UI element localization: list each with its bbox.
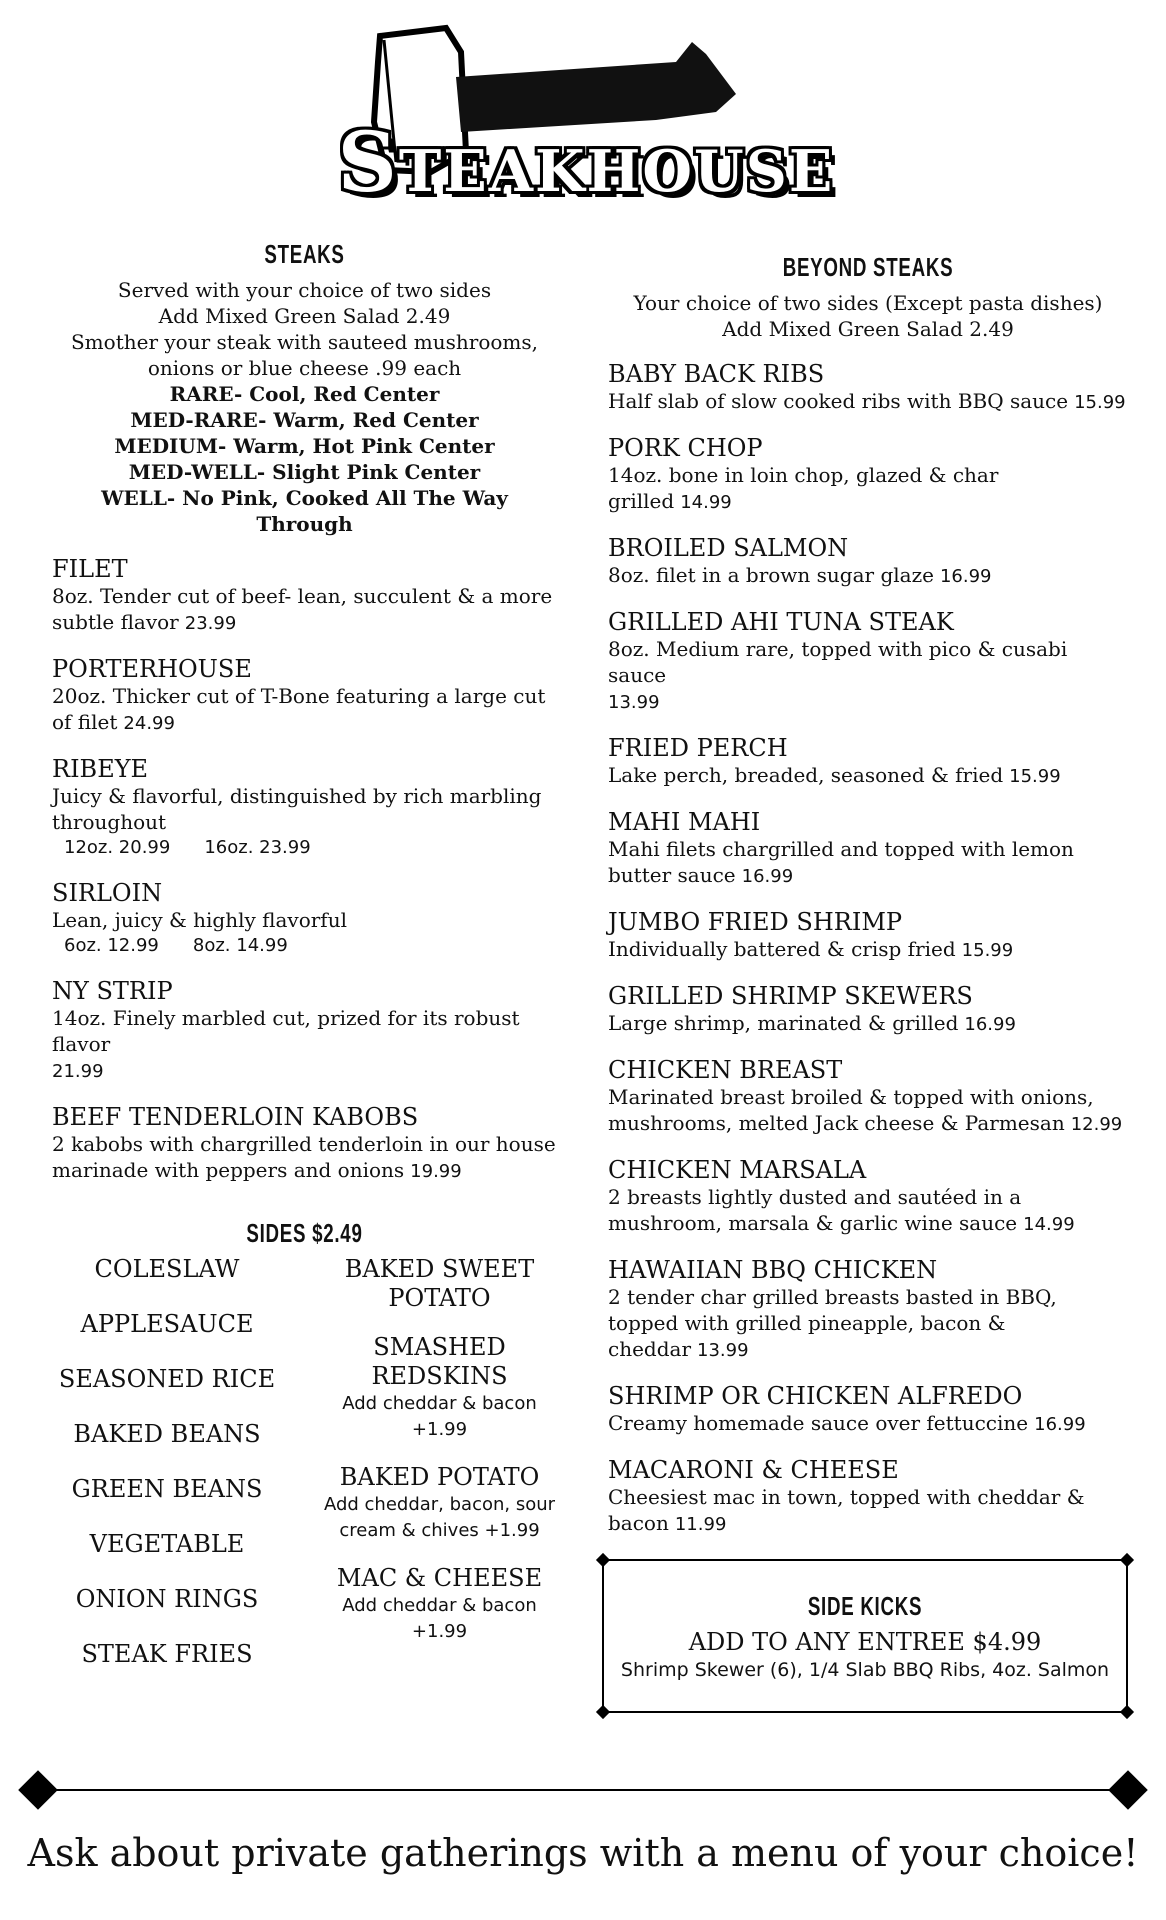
side-kicks-box (595, 1552, 1135, 1720)
menu-item (608, 982, 1128, 1038)
side-note: Add cheddar, bacon, sour cream & chives +1.99 (323, 1494, 556, 1542)
side-kicks-items: Shrimp Skewer (6), 1/4 Slab BBQ Ribs, 4oz. Salmon (620, 1658, 1110, 1681)
item-name: BEEF TENDERLOIN KABOBS (52, 1102, 419, 1131)
item-desc-text: 2 breasts lightly dusted and sautéed in a mushroom, marsala & garlic wine sauce (608, 1184, 1022, 1235)
item-desc-text: Large shrimp, marinated & grilled (608, 1010, 959, 1035)
item-description: Lean, juicy & highly flavorful (52, 907, 347, 932)
menu-item (608, 734, 1128, 790)
steakhouse-logo (296, 22, 876, 212)
item-name: RIBEYE (52, 754, 149, 783)
beyond-heading: BEYOND STEAKS (782, 252, 954, 282)
item-price: 13.99 (697, 1339, 749, 1361)
side-item: COLESLAW (94, 1255, 240, 1284)
item-name: BROILED SALMON (608, 533, 849, 562)
steaks-intro (52, 277, 557, 537)
side-item: SEASONED RICE (58, 1365, 276, 1394)
item-name: HAWAIIAN BBQ CHICKEN (608, 1255, 938, 1284)
item-description (608, 1084, 1128, 1138)
item-description: Juicy & flavorful, distinguished by rich marbling throughout (52, 783, 542, 834)
item-desc-text: 8oz. Medium rare, topped with pico & cusabi sauce (608, 636, 1068, 687)
side-name: BAKED POTATO (339, 1463, 540, 1492)
side-item: GREEN BEANS (71, 1475, 263, 1504)
beyond-intro (608, 290, 1128, 342)
item-desc-text: Lake perch, breaded, seasoned & fried (608, 762, 1004, 787)
item-price: 16.99 (964, 1013, 1016, 1035)
menu-item (608, 1256, 1128, 1364)
item-price: 15.99 (1009, 765, 1061, 787)
item-sizes (52, 835, 557, 861)
beyond-steaks-section (608, 253, 1128, 1538)
item-name: GRILLED SHRIMP SKEWERS (608, 981, 973, 1010)
item-price: 19.99 (410, 1160, 462, 1182)
steaks-section (52, 240, 557, 1675)
side-kicks-price: ADD TO ANY ENTREE $4.99 (688, 1627, 1042, 1656)
item-description (52, 583, 557, 637)
steaks-intro-line: onions or blue cheese .99 each (147, 355, 462, 380)
menu-item (608, 1156, 1128, 1238)
doneness-line: RARE- Cool, Red Center (169, 381, 440, 406)
item-name: PORK CHOP (608, 433, 763, 462)
private-gatherings-footer: Ask about private gatherings with a menu of your choice! (27, 1831, 1139, 1875)
doneness-line: MEDIUM- Warm, Hot Pink Center (114, 433, 495, 458)
menu-item (608, 1382, 1128, 1438)
item-name: CHICKEN BREAST (608, 1055, 843, 1084)
item-price: 15.99 (1074, 391, 1126, 413)
side-item (322, 1255, 557, 1313)
item-name: BABY BACK RIBS (608, 359, 825, 388)
item-name: JUMBO FRIED SHRIMP (608, 907, 903, 936)
item-description (608, 1284, 1128, 1364)
item-description (608, 1184, 1128, 1238)
item-price: 16.99 (939, 565, 992, 587)
item-description (608, 462, 1128, 516)
menu-item (608, 608, 1128, 716)
side-name: MAC & CHEESE (336, 1564, 543, 1593)
steaks-intro-line: Served with your choice of two sides (117, 277, 492, 302)
doneness-line: MED-WELL- Slight Pink Center (128, 459, 481, 484)
size-price: 12oz. 20.99 (64, 836, 171, 858)
item-desc-text: 2 kabobs with chargrilled tenderloin in our house marinade with peppers and onions (52, 1131, 556, 1182)
menu-item-porterhouse (52, 655, 557, 737)
item-description (608, 562, 1128, 590)
item-desc-text: Cheesiest mac in town, topped with cheddar & bacon (608, 1484, 1085, 1535)
doneness-line: WELL- No Pink, Cooked All The Way Through (101, 485, 508, 536)
item-price: 16.99 (1034, 1413, 1086, 1435)
doneness-line: MED-RARE- Warm, Red Center (130, 407, 479, 432)
item-name: GRILLED AHI TUNA STEAK (608, 607, 954, 636)
logo-wordmark: Steakhouse (337, 115, 835, 211)
item-name: SIRLOIN (52, 878, 163, 907)
item-desc-text: 14oz. Finely marbled cut, prized for its robust flavor (52, 1005, 520, 1056)
item-description (608, 636, 1128, 716)
item-name: MAHI MAHI (608, 807, 761, 836)
menu-item-sirloin (52, 879, 557, 959)
item-description (52, 683, 557, 737)
menu-item (608, 908, 1128, 964)
side-kicks-content (595, 1592, 1135, 1683)
item-description (608, 762, 1128, 790)
side-note: Add cheddar & bacon +1.99 (342, 1595, 537, 1643)
item-description (52, 1131, 557, 1185)
item-price: 16.99 (741, 865, 794, 887)
item-name: CHICKEN MARSALA (608, 1155, 867, 1184)
beyond-intro-line: Your choice of two sides (Except pasta dishes) (633, 290, 1103, 315)
item-desc-text: 14oz. bone in loin chop, glazed & char grilled (608, 462, 999, 513)
side-item: BAKED BEANS (73, 1420, 261, 1449)
size-price: 8oz. 14.99 (192, 934, 288, 956)
item-sizes (52, 933, 557, 959)
menu-item-filet (52, 555, 557, 637)
item-name: SHRIMP OR CHICKEN ALFREDO (608, 1381, 1023, 1410)
item-desc-text: Mahi filets chargrilled and topped with lemon butter sauce (608, 836, 1074, 887)
item-price: 24.99 (123, 712, 175, 734)
item-desc-text: Individually battered & crisp fried (608, 936, 956, 961)
item-desc-text: 8oz. filet in a brown sugar glaze (608, 562, 934, 587)
item-name: MACARONI & CHEESE (608, 1455, 899, 1484)
sides-column-a (52, 1255, 282, 1695)
item-name: NY STRIP (52, 976, 173, 1005)
item-price: 14.99 (680, 491, 732, 513)
menu-item (608, 434, 1128, 516)
side-item: STEAK FRIES (81, 1640, 253, 1669)
diamond-icon (1108, 1770, 1148, 1810)
item-description (608, 836, 1128, 890)
item-desc-text: 20oz. Thicker cut of T-Bone featuring a large cut of filet (52, 683, 546, 734)
side-name: BAKED SWEET POTATO (344, 1255, 535, 1313)
side-item (322, 1333, 557, 1443)
item-description (52, 1005, 557, 1085)
divider-rule (18, 1770, 1148, 1810)
menu-item-ribeye (52, 755, 557, 861)
size-price: 16oz. 23.99 (204, 836, 311, 858)
side-item (322, 1564, 557, 1645)
item-name: FRIED PERCH (608, 733, 788, 762)
sides-list (52, 1255, 557, 1675)
menu-item (608, 534, 1128, 590)
item-name: PORTERHOUSE (52, 654, 252, 683)
sides-heading: SIDES $2.49 (246, 1217, 363, 1248)
item-price: 14.99 (1023, 1213, 1075, 1235)
steaks-intro-line: Smother your steak with sauteed mushrooms, (70, 329, 538, 354)
item-desc-text: Half slab of slow cooked ribs with BBQ sauce (608, 388, 1069, 413)
item-price: 15.99 (961, 939, 1014, 961)
size-price: 6oz. 12.99 (64, 934, 159, 956)
item-description (608, 936, 1128, 964)
item-price: 23.99 (184, 612, 237, 634)
menu-item-kabobs (52, 1103, 557, 1185)
item-desc-text: 2 tender char grilled breasts basted in BBQ, topped with grilled pineapple, bacon & cheddar (608, 1284, 1057, 1361)
item-name: FILET (52, 554, 128, 583)
item-desc-text: Creamy homemade sauce over fettuccine (608, 1410, 1029, 1435)
steaks-intro-line: Add Mixed Green Salad 2.49 (158, 303, 451, 328)
steaks-heading: STEAKS (264, 239, 345, 269)
item-price: 12.99 (1070, 1113, 1123, 1135)
menu-item (608, 360, 1128, 416)
item-desc-text: Marinated breast broiled & topped with onions, mushrooms, melted Jack cheese & Parmesan (608, 1084, 1094, 1135)
side-kicks-heading: SIDE KICKS (807, 1591, 923, 1621)
side-item: VEGETABLE (89, 1530, 245, 1559)
item-description (608, 1010, 1128, 1038)
side-item: ONION RINGS (75, 1585, 259, 1614)
beyond-intro-line: Add Mixed Green Salad 2.49 (722, 316, 1014, 341)
menu-item (608, 1456, 1128, 1538)
menu-item-ny-strip (52, 977, 557, 1085)
item-description (608, 388, 1128, 416)
side-item (322, 1463, 557, 1544)
diamond-icon (18, 1770, 58, 1810)
sides-column-b (322, 1255, 557, 1665)
menu-item (608, 808, 1128, 890)
item-description (608, 1410, 1128, 1438)
item-price: 21.99 (52, 1060, 104, 1082)
side-item: APPLESAUCE (80, 1310, 254, 1339)
menu-item (608, 1056, 1128, 1138)
item-desc-text: 8oz. Tender cut of beef- lean, succulent & a more subtle flavor (52, 583, 553, 634)
item-price: 11.99 (674, 1513, 727, 1535)
item-price: 13.99 (608, 691, 660, 713)
side-note: Add cheddar & bacon +1.99 (342, 1393, 537, 1441)
side-name: SMASHED REDSKINS (371, 1333, 508, 1391)
item-description (608, 1484, 1128, 1538)
